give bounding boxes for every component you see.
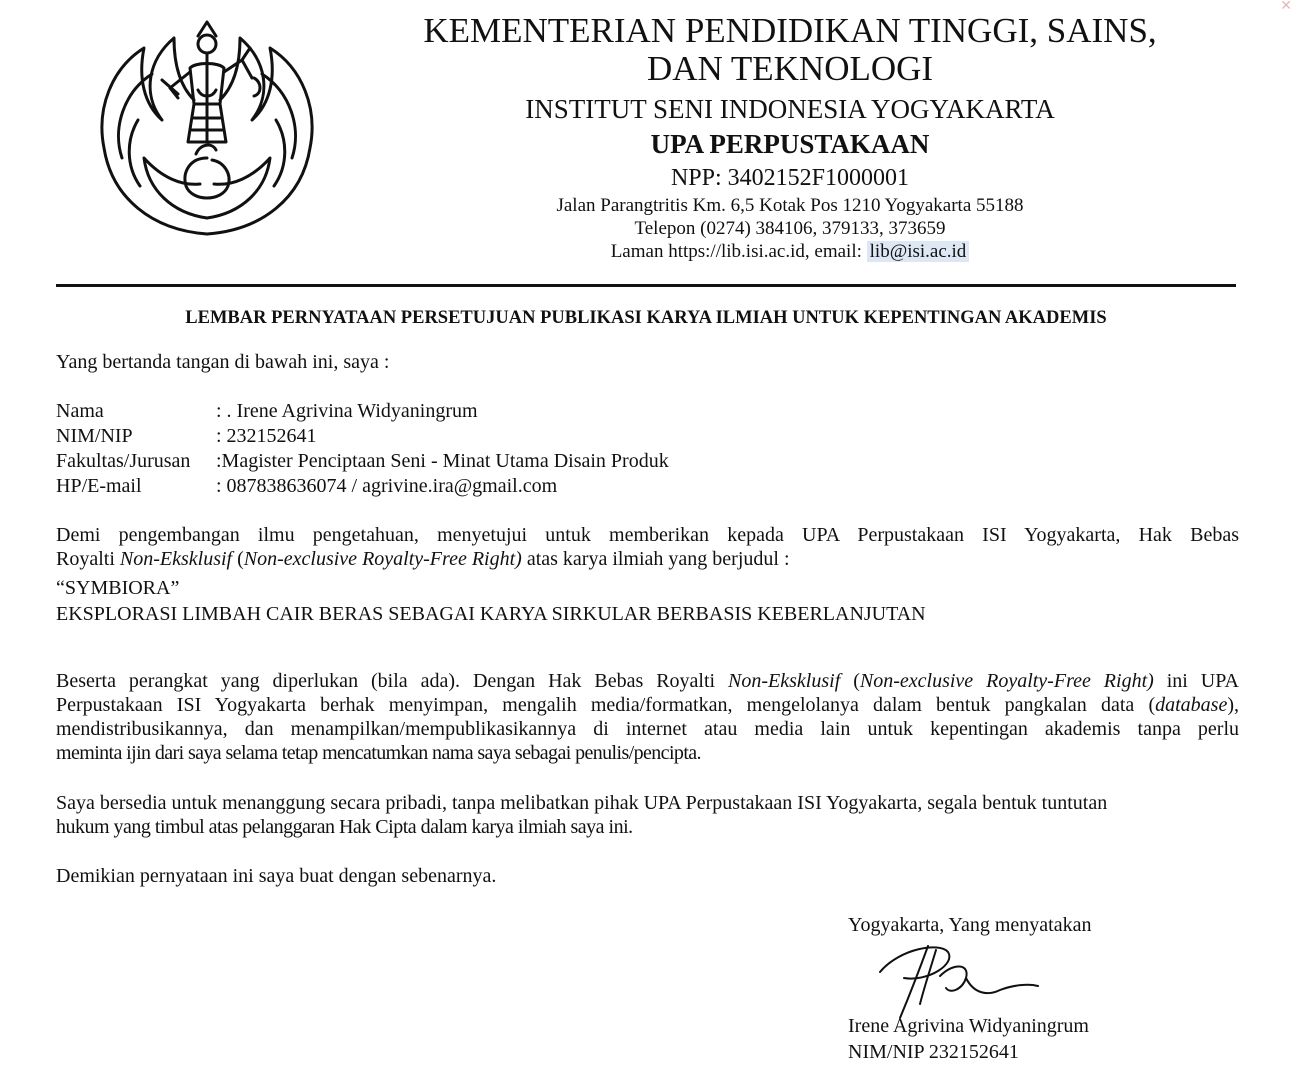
work-title-full: EKSPLORASI LIMBAH CAIR BERAS SEBAGAI KARYA SIRKULAR BERBASIS KEBERLANJUTAN [56, 603, 926, 625]
address-line: Jalan Parangtritis Km. 6,5 Kotak Pos 1210 Yogyakarta 55188 [556, 195, 1024, 216]
database-term: database [1155, 694, 1228, 716]
liability-paragraph [56, 791, 1239, 839]
intro-text: Yang bertanda tangan di bawah ini, saya : [56, 351, 390, 373]
consent-text: Royalti [56, 548, 120, 570]
npp-number: NPP: 3402152F1000001 [670, 165, 910, 191]
unit-name: UPA PERPUSTAKAAN [650, 129, 930, 159]
royalty-free-term: Non-exclusive Royalty-Free Right) [243, 548, 522, 570]
rights-text: ini UPA [1153, 670, 1239, 692]
rights-text: Perpustakaan ISI Yogyakarta berhak menyimpan, mengalih media/formatkan, mengelolanya dalam bentuk pangkalan data ( [56, 694, 1156, 716]
consent-line-1: Demi pengembangan ilmu pengetahuan, menyetujui untuk memberikan kepada UPA Perpustakaan ISI Yogyakarta, Hak Bebas [56, 524, 1239, 546]
faculty-label: Fakultas/Jurusan [56, 450, 191, 472]
contact-value: : 087838636074 / agrivine.ira@gmail.com [216, 475, 558, 497]
handwritten-signature [870, 938, 1040, 1024]
rights-line-4: meminta ijin dari saya selama tetap mencatumkan nama saya sebagai penulis/pencipta. [56, 742, 701, 764]
web-prefix: Laman https://lib.isi.ac.id, email: [610, 241, 867, 262]
faculty-value: :Magister Penciptaan Seni - Minat Utama Disain Produk [216, 450, 669, 472]
name-value: : . Irene Agrivina Widyaningrum [216, 400, 478, 422]
liability-line-1: Saya bersedia untuk menanggung secara pribadi, tanpa melibatkan pihak UPA Perpustakaan ISI Yogyakarta, segala bentuk tuntutan [56, 792, 1108, 814]
web-email-line [380, 240, 1200, 263]
non-exclusive-term: Non-Eksklusif [119, 548, 233, 570]
institution-logo [82, 8, 332, 240]
rights-line-3: mendistribusikannya, dan menampilkan/mempublikasikannya di internet atau media lain untuk kepentingan akademis tanpa perlu [56, 718, 1239, 740]
name-label: Nama [56, 400, 104, 422]
rights-paragraph [56, 669, 1239, 765]
contact-label: HP/E-mail [56, 475, 142, 497]
consent-text: ( [232, 548, 244, 570]
rights-text: Beserta perangkat yang diperlukan (bila ada). Dengan Hak Bebas Royalti [56, 670, 729, 692]
institution-name: INSTITUT SENI INDONESIA YOGYAKARTA [525, 94, 1055, 124]
royalty-free-term: Non-exclusive Royalty-Free Right) [859, 670, 1154, 692]
rights-line-1 [56, 669, 1239, 693]
ministry-name-line1: KEMENTERIAN PENDIDIKAN TINGGI, SAINS, [423, 11, 1157, 50]
nim-label: NIM/NIP [56, 425, 133, 447]
consent-line-2 [56, 547, 1239, 571]
nim-value: : 232152641 [216, 425, 317, 447]
liability-line-2: hukum yang timbul atas pelanggaran Hak Cipta dalam karya ilmiah saya ini. [56, 816, 633, 838]
signature-place: Yogyakarta, Yang menyatakan [848, 914, 1092, 936]
work-title-short: “SYMBIORA” [56, 577, 180, 599]
consent-text: atas karya ilmiah yang berjudul : [521, 548, 790, 570]
non-exclusive-term: Non-Eksklusif [728, 670, 841, 692]
rights-line-2 [56, 693, 1239, 717]
form-title: LEMBAR PERNYATAAN PERSETUJUAN PUBLIKASI KARYA ILMIAH UNTUK KEPENTINGAN AKADEMIS [185, 308, 1107, 328]
email-link[interactable]: lib@isi.ac.id [867, 241, 970, 262]
signatory-nim: NIM/NIP 232152641 [848, 1041, 1019, 1063]
signatory-name: Irene Agrivina Widyaningrum [848, 1015, 1089, 1037]
phone-line: Telepon (0274) 384106, 379133, 373659 [634, 218, 946, 239]
corner-mark-icon: ✕ [1280, 0, 1292, 14]
rights-text: ), [1227, 694, 1239, 716]
consent-paragraph [56, 523, 1239, 571]
ministry-name-line2: DAN TEKNOLOGI [646, 49, 934, 88]
closing-statement: Demikian pernyataan ini saya buat dengan sebenarnya. [56, 865, 497, 887]
header-divider [56, 284, 1236, 287]
rights-text: ( [840, 670, 860, 692]
